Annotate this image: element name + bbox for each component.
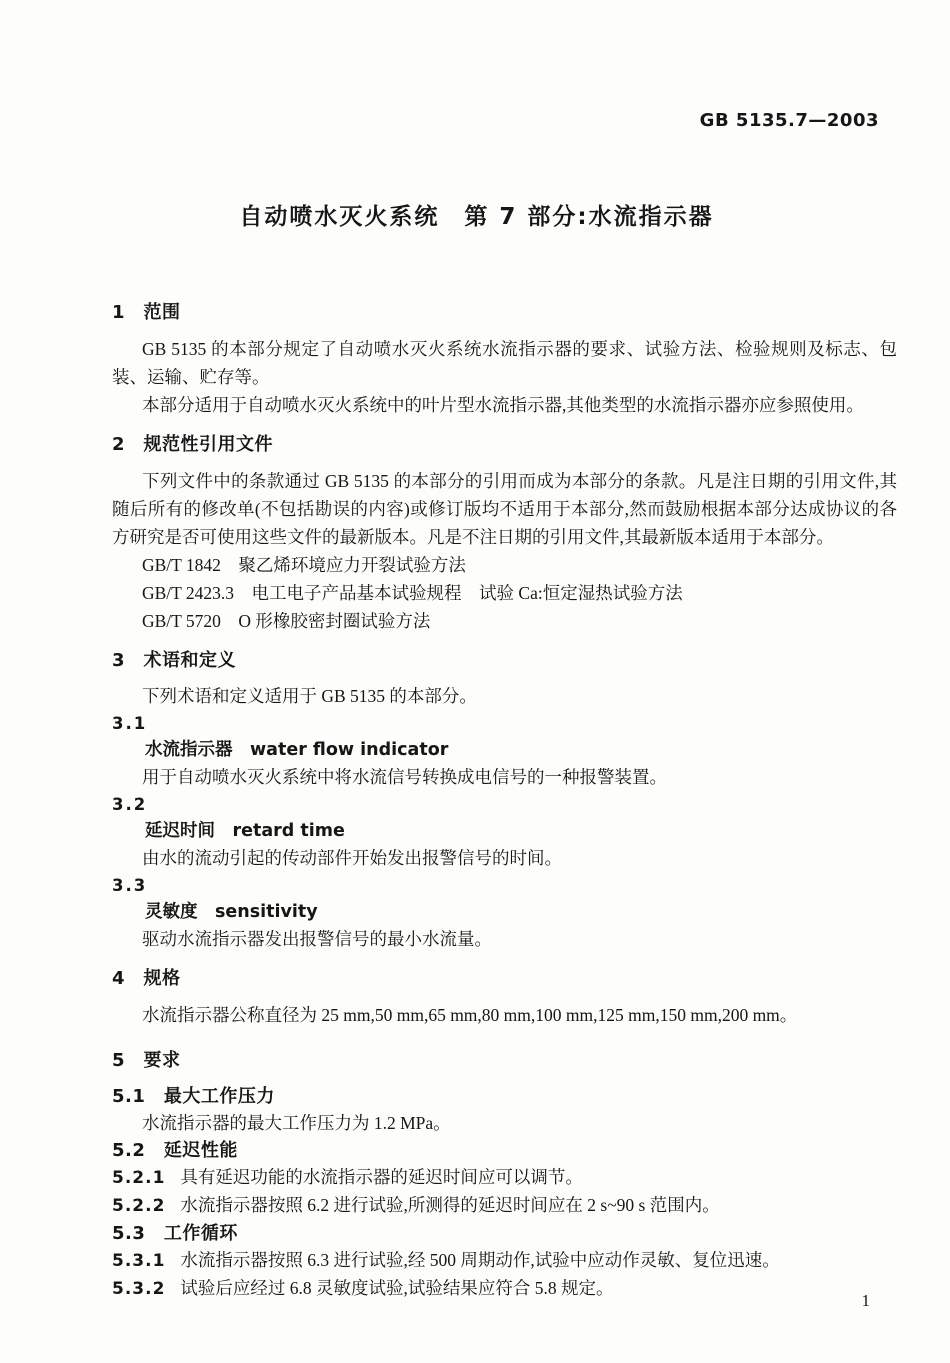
page-number: 1 [861, 1291, 870, 1310]
clause-number: 5.2.1 [112, 1168, 166, 1188]
clause [112, 1275, 897, 1303]
clause-text: 水流指示器按照 6.2 进行试验,所测得的延迟时间应在 2 s~90 s 范围内。 [180, 1195, 720, 1215]
reference-item: GB/T 5720 O 形橡胶密封圈试验方法 [142, 611, 431, 631]
clause [112, 1192, 897, 1220]
term-name: 灵敏度 sensitivity [145, 902, 318, 922]
section-references-heading: 2 规范性引用文件 [112, 434, 274, 455]
section-scope-heading: 1 范围 [112, 302, 181, 323]
references-paragraph: 下列文件中的条款通过 GB 5135 的本部分的引用而成为本部分的条款。凡是注日期的引用文件,其随后所有的修改单(不包括勘误的内容)或修订版均不适用于本部分,然而鼓励根据本部分达成协议的各方研究是否可使用这些文件的最新版本。凡是不注日期的引用文件,其最新版本适用于本部分。 [112, 471, 897, 547]
section-requirements [112, 1047, 897, 1303]
section-specifications-heading: 4 规格 [112, 968, 181, 989]
subsection-max-pressure-heading: 5.1 最大工作压力 [112, 1086, 275, 1107]
term-name: 水流指示器 water flow indicator [145, 740, 449, 760]
section-scope [112, 299, 897, 419]
clause [112, 1164, 897, 1192]
clause [112, 1247, 897, 1275]
term-block [112, 872, 897, 953]
term-number: 3.3 [112, 876, 148, 895]
page-title: 自动喷水灭火系统 第 7 部分:水流指示器 [239, 204, 714, 230]
section-terms-heading: 3 术语和定义 [112, 650, 237, 671]
section-requirements-heading: 5 要求 [112, 1050, 181, 1071]
clause-number: 5.3.2 [112, 1279, 166, 1299]
clause-text: 具有延迟功能的水流指示器的延迟时间应可以调节。 [180, 1167, 583, 1187]
reference-item: GB/T 1842 聚乙烯环境应力开裂试验方法 [142, 555, 466, 575]
term-block [112, 791, 897, 872]
doc-number: GB 5135.7—2003 [699, 110, 879, 131]
terms-intro: 下列术语和定义适用于 GB 5135 的本部分。 [142, 686, 477, 706]
specifications-paragraph: 水流指示器公称直径为 25 mm,50 mm,65 mm,80 mm,100 mm,125 mm,150 mm,200 mm。 [142, 1005, 798, 1025]
term-number: 3.1 [112, 714, 148, 733]
term-definition: 由水的流动引起的传动部件开始发出报警信号的时间。 [142, 848, 562, 868]
section-normative-references [112, 431, 897, 635]
section-terms-definitions [112, 647, 897, 953]
term-definition: 用于自动喷水灭火系统中将水流信号转换成电信号的一种报警装置。 [142, 767, 667, 787]
term-block [112, 710, 897, 791]
subsection-retard-heading: 5.2 延迟性能 [112, 1140, 238, 1161]
term-name: 延迟时间 retard time [145, 821, 345, 841]
term-number: 3.2 [112, 795, 148, 814]
clause-text: 水流指示器按照 6.3 进行试验,经 500 周期动作,试验中应动作灵敏、复位迅速。 [180, 1250, 780, 1270]
clause-number: 5.2.2 [112, 1196, 166, 1216]
scope-paragraph-2: 本部分适用于自动喷水灭火系统中的叶片型水流指示器,其他类型的水流指示器亦应参照使用。 [142, 395, 864, 415]
clause-text: 试验后应经过 6.8 灵敏度试验,试验结果应符合 5.8 规定。 [180, 1278, 614, 1298]
section-specifications [112, 965, 897, 1029]
clause-number: 5.3.1 [112, 1251, 166, 1271]
reference-item: GB/T 2423.3 电工电子产品基本试验规程 试验 Ca:恒定湿热试验方法 [142, 583, 683, 603]
subsection-cycle-heading: 5.3 工作循环 [112, 1223, 238, 1244]
max-pressure-paragraph: 水流指示器的最大工作压力为 1.2 MPa。 [142, 1113, 451, 1133]
term-definition: 驱动水流指示器发出报警信号的最小水流量。 [142, 929, 492, 949]
scope-paragraph-1: GB 5135 的本部分规定了自动喷水灭火系统水流指示器的要求、试验方法、检验规则及标志、包装、运输、贮存等。 [112, 339, 897, 387]
